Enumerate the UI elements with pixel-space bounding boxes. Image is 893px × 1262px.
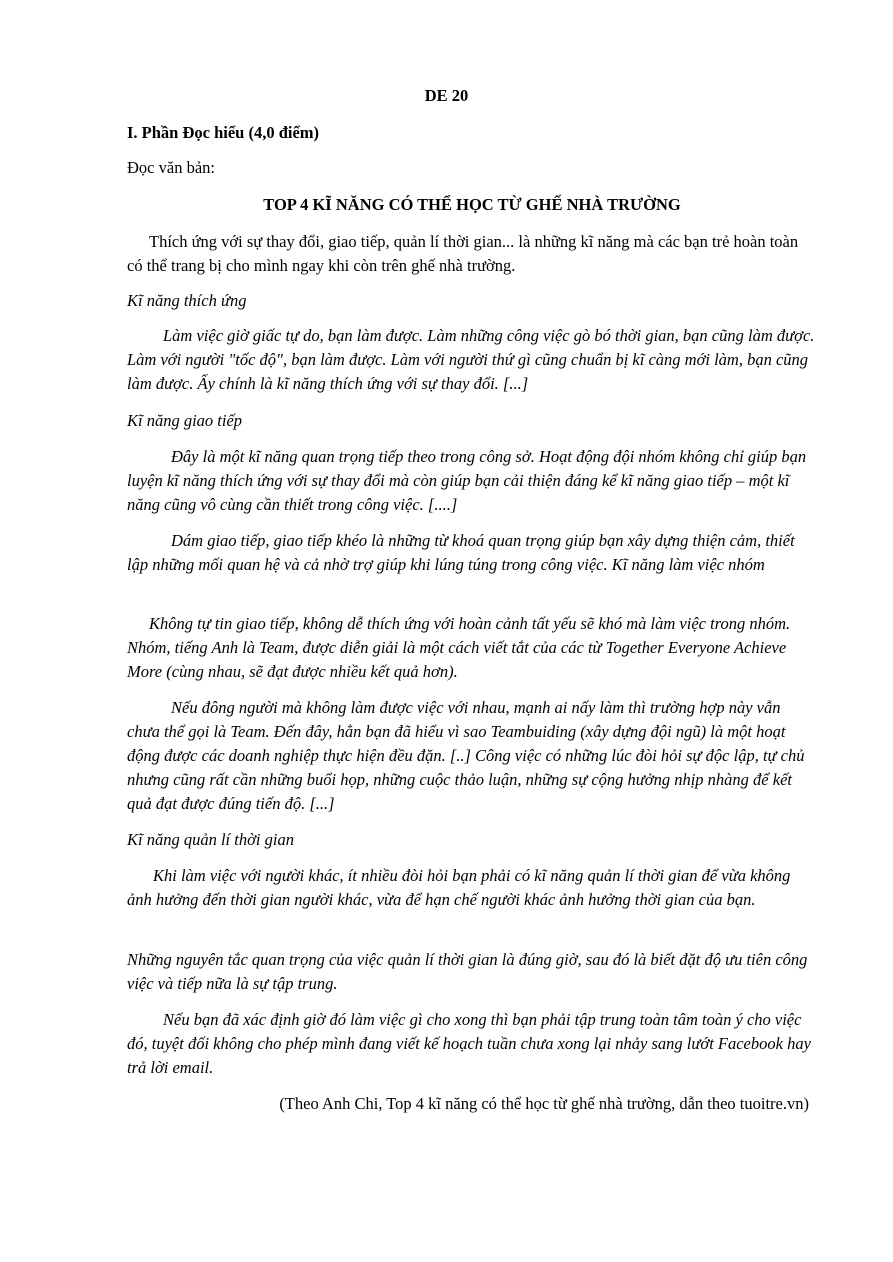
paragraph-time-2: Những nguyên tắc quan trọng của việc quản lí thời gian là đúng giờ, sau đó là biết đặt độ ưu tiên công việc và tiếp nữa là sự tập trung. bbox=[127, 950, 808, 993]
source-citation: (Theo Anh Chi, Top 4 kĩ năng có thể học từ ghế nhà trường, dẫn theo tuoitre.vn) bbox=[279, 1094, 809, 1113]
paragraph-time-1: Khi làm việc với người khác, ít nhiều đòi hỏi bạn phải có kĩ năng quản lí thời gian để vừa không ảnh hưởng đến thời gian người khác, vừa để hạn chế người khác ảnh hưởng thời gian của bạn. bbox=[127, 866, 791, 909]
heading-time: Kĩ năng quản lí thời gian bbox=[127, 830, 294, 849]
exam-code: DE 20 bbox=[424, 86, 469, 105]
heading-adapt: Kĩ năng thích ứng bbox=[127, 291, 247, 310]
paragraph-communicate-2: Dám giao tiếp, giao tiếp khéo là những từ khoá quan trọng giúp bạn xây dựng thiện cảm, thiết lập những mối quan hệ và cả nhờ trợ giúp khi lúng túng trong công việc. Kĩ năng làm việc nhóm bbox=[127, 531, 795, 574]
paragraph-time-3: Nếu bạn đã xác định giờ đó làm việc gì cho xong thì bạn phải tập trung toàn tâm toàn ý cho việc đó, tuyệt đối không cho phép mình đang viết kế hoạch tuần chưa xong lại nhảy sang lướt Facebook hay trả lời email. bbox=[127, 1010, 811, 1077]
article-title: TOP 4 KĨ NĂNG CÓ THỂ HỌC TỪ GHẾ NHÀ TRƯỜNG bbox=[263, 195, 681, 214]
paragraph-team-1: Không tự tin giao tiếp, không dễ thích ứng với hoàn cảnh tất yếu sẽ khó mà làm việc trong nhóm. Nhóm, tiếng Anh là Team, được diễn giải là một cách viết tắt của các từ Together Everyone Achieve More (cùng nhau, sẽ đạt được nhiều kết quả hơn). bbox=[127, 614, 791, 681]
intro-paragraph: Thích ứng với sự thay đổi, giao tiếp, quản lí thời gian... là những kĩ năng mà các bạn trẻ hoàn toàn có thể trang bị cho mình ngay khi còn trên ghế nhà trường. bbox=[127, 232, 799, 275]
heading-communicate: Kĩ năng giao tiếp bbox=[127, 411, 243, 430]
paragraph-communicate-1: Đây là một kĩ năng quan trọng tiếp theo trong công sở. Hoạt động đội nhóm không chỉ giúp bạn luyện kĩ năng thích ứng với sự thay đổi mà còn giúp bạn cải thiện đáng kể kĩ năng giao tiếp – một kĩ năng cũng vô cùng cần thiết trong công việc. [....] bbox=[127, 447, 807, 514]
paragraph-adapt: Làm việc giờ giấc tự do, bạn làm được. Làm những công việc gò bó thời gian, bạn cũng làm được. Làm với người "tốc độ", bạn làm được. Làm với người thứ gì cũng chuẩn bị kĩ càng mới làm, bạn cũng làm được. Ấy chính là kĩ năng thích ứng với sự thay đổi. [...] bbox=[127, 326, 815, 393]
section-title: I. Phần Đọc hiểu (4,0 điểm) bbox=[127, 123, 320, 142]
instruction: Đọc văn bản: bbox=[127, 158, 215, 177]
paragraph-team-2: Nếu đông người mà không làm được việc với nhau, mạnh ai nấy làm thì trường hợp này vẫn chưa thể gọi là Team. Đến đây, hẳn bạn đã hiểu vì sao Teambuiding (xây dựng đội ngũ) là một hoạt động được các doanh nghiệp thực hiện đều đặn. [..] Công việc có những lúc đòi hỏi sự độc lập, tự chủ nhưng cũng rất cần những buổi họp, những cuộc thảo luận, những sự cộng hưởng nhịp nhàng để kết quả đạt được đúng tiến độ. [...] bbox=[127, 698, 805, 813]
